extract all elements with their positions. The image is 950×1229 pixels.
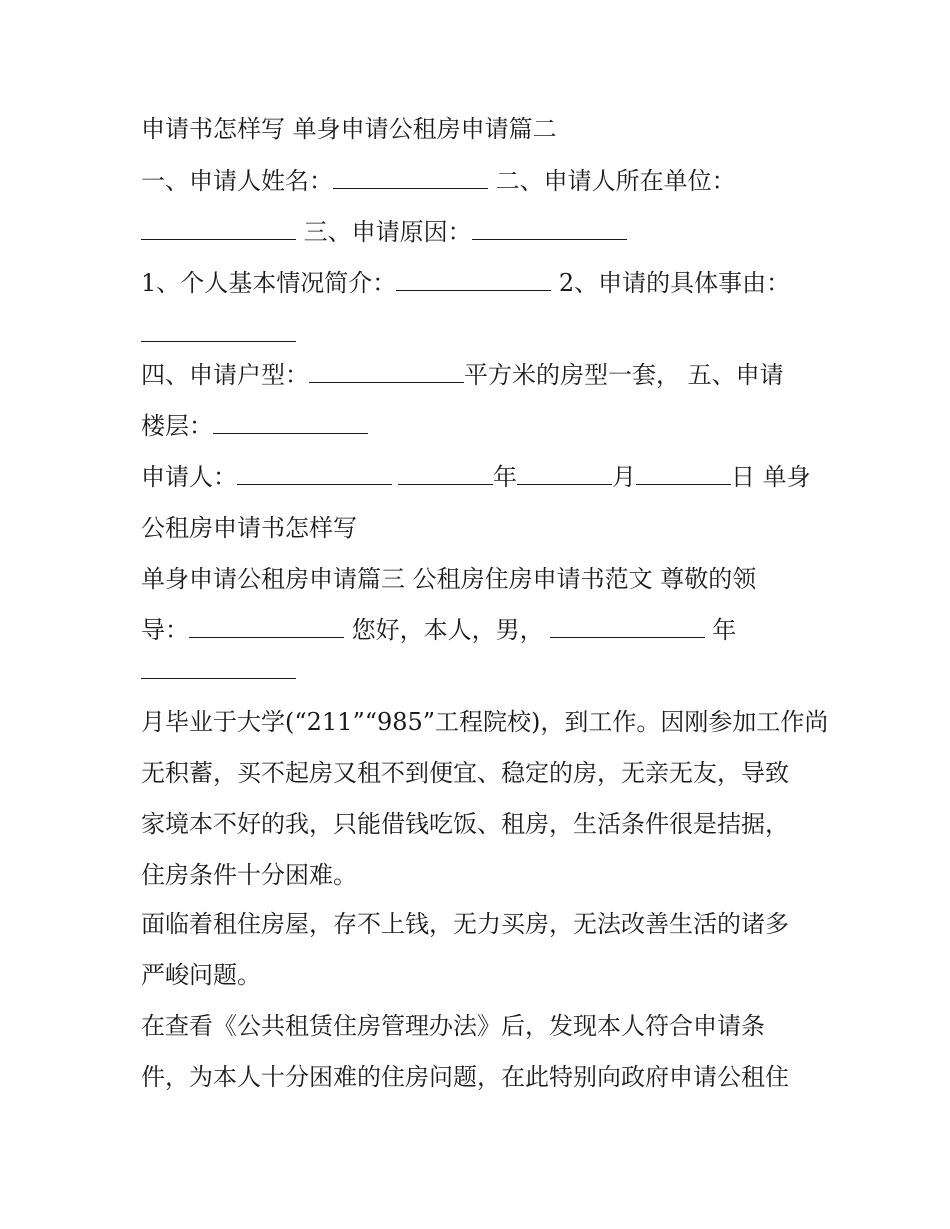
blank-year — [398, 462, 493, 485]
body-line-4: 住房条件十分困难。 — [141, 861, 357, 889]
body-line-6: 严峻问题。 — [141, 961, 261, 989]
label-year: 年 — [493, 463, 517, 491]
form-line-basic-info — [141, 268, 790, 298]
section3-blank-line — [141, 656, 296, 686]
blank-applicant-signature — [237, 462, 392, 485]
form-line-tail: 公租房申请书怎样写 — [141, 514, 357, 542]
label-leader: 导： — [141, 616, 189, 644]
blank-unit-area — [309, 360, 464, 383]
section3-heading: 单身申请公租房申请篇三 公租房住房申请书范文 尊敬的领 — [141, 565, 757, 593]
form-line-name-unit — [141, 166, 736, 196]
label-year-2: 年 — [704, 616, 737, 644]
blank-floor — [213, 411, 368, 434]
label-floor: 楼层： — [141, 412, 213, 440]
blank-graduation-year — [550, 615, 705, 638]
label-applicant-name: 一、申请人姓名： — [141, 167, 333, 195]
label-day: 日 单身 — [731, 463, 811, 491]
label-specific-reason: 2、申请的具体事由： — [551, 269, 791, 297]
blank-month — [517, 462, 612, 485]
body-line-3: 家境本不好的我，只能借钱吃饭、租房，生活条件很是拮据， — [141, 810, 789, 838]
body-line-7: 在查看《公共租赁住房管理办法》后，发现本人符合申请条 — [141, 1012, 765, 1040]
label-greeting: 您好，本人，男， — [344, 616, 544, 644]
body-line-8: 件，为本人十分困难的住房问题，在此特别向政府申请公租住 — [141, 1063, 789, 1091]
blank-specific-reason — [141, 319, 296, 342]
label-month: 月 — [612, 463, 636, 491]
form-line-blank — [141, 319, 296, 349]
blank-day — [636, 462, 731, 485]
body-line-2: 无积蓄，买不起房又租不到便宜、稳定的房，无亲无友，导致 — [141, 759, 789, 787]
form-line-unit-type — [141, 360, 784, 390]
blank-basic-info — [396, 268, 551, 291]
doc-title: 申请书怎样写 单身申请公租房申请篇二 — [141, 115, 557, 143]
form-line-applicant-date — [141, 462, 811, 492]
label-applicant-unit: 二、申请人所在单位： — [488, 167, 736, 195]
label-applicant: 申请人： — [141, 463, 237, 491]
label-basic-info: 1、个人基本情况简介： — [141, 269, 397, 297]
section3-greeting — [141, 615, 736, 645]
blank-reason — [472, 217, 627, 240]
body-line-5: 面临着租住房屋，存不上钱，无力买房，无法改善生活的诸多 — [141, 910, 789, 938]
label-unit-type-suffix: 平方米的房型一套， 五、申请 — [464, 361, 784, 389]
blank-applicant-name — [333, 166, 488, 189]
form-line-reason — [141, 217, 627, 247]
blank-leader — [189, 615, 344, 638]
form-line-floor — [141, 411, 368, 441]
blank-graduation-month — [141, 656, 296, 679]
body-line-1: 月毕业于大学(“211”“985”工程院校)，到工作。因刚参加工作尚 — [141, 708, 829, 736]
label-unit-type: 四、申请户型： — [141, 361, 309, 389]
blank-applicant-unit — [141, 217, 296, 240]
label-reason: 三、申请原因： — [296, 218, 472, 246]
